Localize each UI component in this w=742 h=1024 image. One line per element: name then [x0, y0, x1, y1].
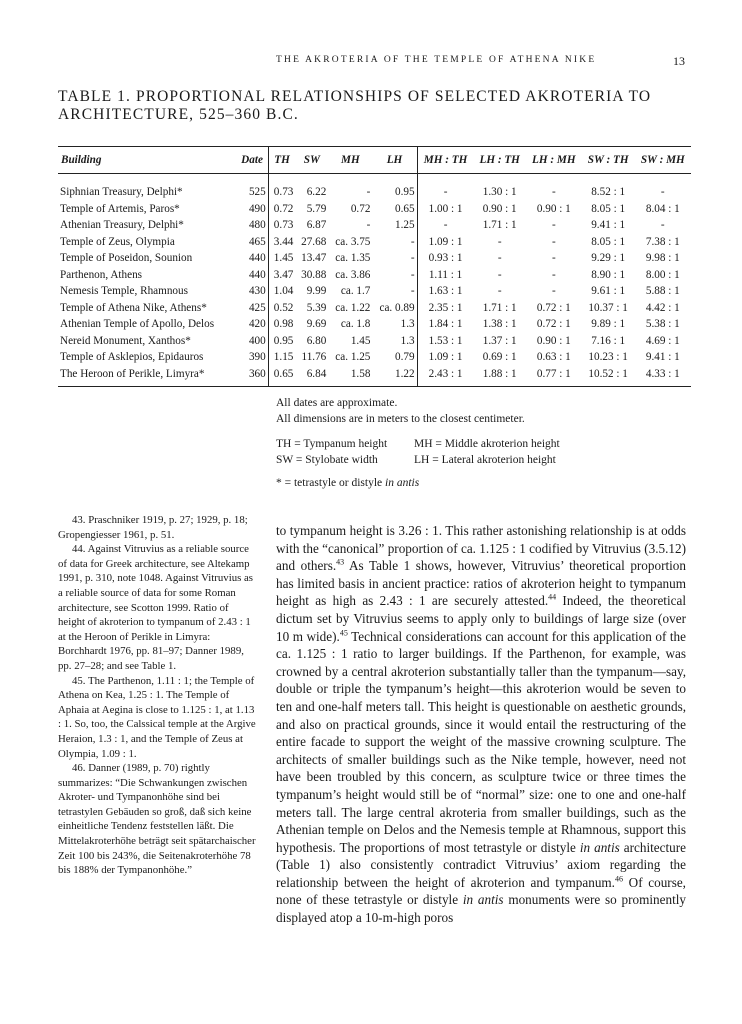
footnote-ref[interactable]: 45	[339, 628, 348, 638]
table-cell: 5.39	[306, 301, 327, 314]
table-cell: 0.79	[395, 351, 415, 364]
table-notes	[276, 396, 525, 427]
table-cell: ca. 1.7	[340, 285, 371, 298]
table-cell: 10.52 : 1	[588, 367, 628, 380]
table-cell: 525	[248, 186, 266, 199]
table-row	[58, 174, 691, 201]
table-cell: Temple of Poseidon, Sounion	[60, 252, 193, 265]
table-cell: -	[551, 219, 556, 232]
table-cell: 1.3	[400, 334, 415, 347]
table-cell: 0.73	[268, 217, 295, 234]
table-cell: 9.41 : 1	[591, 219, 626, 232]
table-cell: 360	[248, 367, 266, 380]
table-cell: -	[660, 219, 665, 232]
table-cell: 6.84	[306, 367, 327, 380]
table-cell: 8.00 : 1	[645, 268, 680, 281]
table-cell: 1.09 : 1	[417, 349, 473, 366]
table-row	[58, 201, 691, 218]
table-cell: 8.90 : 1	[591, 268, 626, 281]
table-cell: 13.47	[301, 252, 327, 265]
asterisk-note	[276, 477, 419, 489]
table-cell: The Heroon of Perikle, Limyra*	[60, 367, 205, 380]
table-cell: 1.45	[350, 334, 371, 347]
table-cell: 0.65	[268, 366, 295, 387]
table-cell: 5.88 : 1	[645, 285, 680, 298]
body-italic: in antis	[462, 892, 504, 908]
table-cell: 1.71 : 1	[482, 219, 517, 232]
table-cell: 0.77 : 1	[536, 367, 571, 380]
col-header-lh-th: LH : TH	[474, 147, 526, 174]
table-cell: Athenian Temple of Apollo, Delos	[60, 318, 215, 331]
footnotes	[58, 513, 258, 878]
col-header-th: TH	[268, 147, 295, 174]
table-cell: -	[497, 285, 502, 298]
table-header-row	[58, 147, 691, 174]
akroteria-table	[58, 146, 691, 387]
table-cell: 9.41 : 1	[645, 351, 680, 364]
col-header-sw-mh: SW : MH	[635, 147, 691, 174]
table-cell: 9.99	[306, 285, 327, 298]
footnote-45: 45. The Parthenon, 1.11 : 1; the Temple of Athena on Kea, 1.25 : 1. The Temple of Aphaia at Aegina is close to 1.125 : 1, at 1.13 : 1. So, too, the Calssical temple at the Argive Heraion, 1.3 : 1, and the Temple of Zeus at Olympia, 1.09 : 1.	[58, 674, 256, 760]
table-cell: -	[497, 235, 502, 248]
page-number: 13	[673, 54, 685, 68]
col-header-mh-th: MH : TH	[417, 147, 473, 174]
table-row	[58, 316, 691, 333]
table-cell: -	[410, 285, 415, 298]
table-row	[58, 300, 691, 317]
table-cell: 30.88	[301, 268, 327, 281]
table-cell: ca. 3.75	[335, 235, 371, 248]
table-cell: 9.69	[306, 318, 327, 331]
note-dimensions: All dimensions are in meters to the closest centimeter.	[276, 412, 525, 425]
col-header-sw: SW	[295, 147, 328, 174]
table-cell: 3.47	[268, 267, 295, 284]
table-cell: 1.63 : 1	[417, 283, 473, 300]
running-title: THE AKROTERIA OF THE TEMPLE OF ATHENA NIKE	[276, 55, 597, 65]
body-italic: in antis	[579, 839, 620, 855]
col-header-lh-mh: LH : MH	[526, 147, 582, 174]
table-cell: 425	[248, 301, 266, 314]
table-cell: 420	[248, 318, 266, 331]
table-cell: -	[410, 268, 415, 281]
table-cell: 1.58	[350, 367, 371, 380]
table-cell: -	[417, 174, 473, 201]
note-dates: All dates are approximate.	[276, 397, 398, 409]
table-row	[58, 333, 691, 350]
table-cell: -	[410, 235, 415, 248]
table-cell: 6.22	[306, 186, 327, 199]
table-cell: 480	[248, 219, 266, 232]
table-cell: 390	[248, 351, 266, 364]
table-cell: 0.63 : 1	[536, 351, 571, 364]
table-cell: 8.05 : 1	[591, 202, 626, 215]
body-sentence: monuments were so prominently displayed atop a 10-m-high poros	[276, 892, 686, 926]
col-header-sw-th: SW : TH	[582, 147, 635, 174]
body-sentence: Of course, none of these tetrastyle or distyle	[276, 874, 686, 908]
table-cell: 430	[248, 285, 266, 298]
table-cell: 440	[248, 252, 266, 265]
table-cell: 7.16 : 1	[591, 334, 626, 347]
footnote-ref[interactable]: 46	[614, 874, 623, 884]
table-cell: 2.43 : 1	[417, 366, 473, 387]
table-cell: 8.04 : 1	[645, 202, 680, 215]
table-cell: 9.29 : 1	[591, 252, 626, 265]
body-sentence: Indeed, the theoretical dictum set by Vitruvius seems to apply only to buildings of large size (over 10 m wide).	[276, 593, 686, 644]
key-lh: LH = Lateral akroterion height	[414, 453, 556, 466]
table-cell: ca. 1.8	[340, 318, 371, 331]
table-cell: 0.65	[395, 202, 415, 215]
table-cell: ca. 1.35	[335, 252, 371, 265]
table-cell: Nereid Monument, Xanthos*	[60, 334, 191, 347]
table-cell: 0.95	[395, 186, 415, 199]
table-cell: -	[366, 186, 371, 199]
table-cell: ca. 3.86	[335, 268, 371, 281]
table-cell: Siphnian Treasury, Delphi*	[60, 186, 183, 199]
table-cell: 0.90 : 1	[536, 334, 571, 347]
table-cell: 6.87	[306, 219, 327, 232]
table-cell: 1.30 : 1	[482, 186, 517, 199]
table-cell: -	[551, 268, 556, 281]
table-cell: -	[551, 252, 556, 265]
table-cell: 1.04	[268, 283, 295, 300]
table-title: TABLE 1. PROPORTIONAL RELATIONSHIPS OF SELECTED AKROTERIA TO ARCHITECTURE, 525–360 B.C.	[58, 88, 652, 123]
table-cell: 0.93 : 1	[417, 250, 473, 267]
col-header-mh: MH	[328, 147, 372, 174]
table-cell: 1.71 : 1	[482, 301, 517, 314]
table-cell: 1.3	[400, 318, 415, 331]
key-sw: SW = Stylobate width	[276, 453, 378, 466]
table-cell: 10.37 : 1	[588, 301, 628, 314]
key-mh: MH = Middle akroterion height	[414, 438, 560, 450]
table-cell: 6.80	[306, 334, 327, 347]
table-cell: ca. 1.25	[335, 351, 371, 364]
footnote-44: 44. Against Vitruvius as a reliable source of data for Greek architecture, see Altekamp 1991, p. 310, note 1048. Against Vitruvius as a reliable source of data for some Roman architecture, see Scotton 1999. Ratio of height of akroterion to tympanum of 2.43 : 1 at the Heroon of Perikle in Limyra: Borchhardt 1976, pp. 81–97; Danner 1989, pp. 27–28; and see Table 1.	[58, 543, 253, 672]
body-sentence: As Table 1 shows, however, Vitruvius’ theoretical proportion has limited basis in ancient practice: ratios of akroterion height to tympanum height as high as 2.43 : 1 are securely attested.	[276, 558, 686, 609]
table-cell: -	[410, 252, 415, 265]
table-row	[58, 267, 691, 284]
table-cell: 1.84 : 1	[417, 316, 473, 333]
key-th: TH = Tympanum height	[276, 438, 388, 450]
table-cell: 2.35 : 1	[417, 300, 473, 317]
table-cell: 0.72	[350, 202, 371, 215]
table-cell: 1.53 : 1	[417, 333, 473, 350]
table-cell: 1.11 : 1	[417, 267, 473, 284]
table-cell: 4.33 : 1	[645, 367, 680, 380]
table-row	[58, 366, 691, 387]
table-cell: -	[497, 268, 502, 281]
table-cell: Temple of Athena Nike, Athens*	[60, 301, 207, 314]
table-cell: 3.44	[268, 234, 295, 251]
table-row	[58, 234, 691, 251]
table-cell: Temple of Zeus, Olympia	[60, 235, 175, 248]
table-cell: 0.90 : 1	[536, 202, 571, 215]
abbreviation-key	[276, 437, 560, 468]
body-sentence: to tympanum height is 3.26 : 1. This rather astonishing relationship is at odds with the “canonical” proportion of ca. 1.125 : 1 codified by Vitruvius (3.5.12) and others.	[276, 523, 686, 574]
table-cell: 400	[248, 334, 266, 347]
table-cell: 4.42 : 1	[645, 301, 680, 314]
table-cell: 0.72 : 1	[536, 301, 571, 314]
table-cell: 1.88 : 1	[482, 367, 517, 380]
table-cell: 0.72	[268, 201, 295, 218]
footnote-ref[interactable]: 43	[336, 557, 345, 567]
table-row	[58, 250, 691, 267]
table-cell: Parthenon, Athens	[60, 268, 143, 281]
table-cell: -	[660, 186, 665, 199]
table-cell: Athenian Treasury, Delphi*	[60, 219, 184, 232]
table-row	[58, 217, 691, 234]
table-cell: Temple of Artemis, Paros*	[60, 202, 180, 215]
table-cell: -	[551, 285, 556, 298]
table-cell: 0.69 : 1	[482, 351, 517, 364]
table-cell: 9.89 : 1	[591, 318, 626, 331]
table-cell: -	[551, 235, 556, 248]
table-cell: 4.69 : 1	[645, 334, 680, 347]
table-cell: 0.98	[268, 316, 295, 333]
table-cell: ca. 1.22	[335, 301, 371, 314]
footnote-46: 46. Danner (1989, p. 70) rightly summarizes: “Die Schwankungen zwischen Akroter- und Tympanonhöhe sind bei tetrastylen Gebäuden so groß, daß sich keine einheitliche Tendenz feststellen läßt. Die Mittelakroterhöhe beträgt seit spätarchaischer Zeit 100 bis 243%, die Seitenakroterhöhe 78 bis 188% der Tympanonhöhe.”	[58, 762, 256, 877]
table-cell: -	[366, 219, 371, 232]
asterisk-note-italic: in antis	[385, 477, 420, 489]
col-header-lh: LH	[372, 147, 417, 174]
footnote-ref[interactable]: 44	[548, 592, 557, 602]
table-row	[58, 349, 691, 366]
table-cell: 8.05 : 1	[591, 235, 626, 248]
table-cell: 0.72 : 1	[536, 318, 571, 331]
body-sentence: Technical considerations can account for this application of the ca. 1.125 : 1 ratio to larger buildings. If the Parthenon, for example, was crowned by a central akroterion substantially taller than the tympanum—say, double or triple the tympanum’s height—this akroterion would be seven to ten and one-half meters tall. This height is questionable on aesthetic grounds, and also on practical grounds, since it would entail the restructuring of the entire facade to support the weight of the massive crowning sculpture. The architects of smaller buildings such as the Nike temple, however, need not have been troubled by this concern, as sculpture twice or three times the tympanum’s height would still be of “normal” size: one to one and one-half meters tall. The large central akroteria from smaller buildings, such as the Athenian temple on Delos and the Nemesis temple at Rhamnous, support this hypothesis. The proportions of most tetrastyle or distyle	[276, 628, 686, 855]
table-cell: 27.68	[301, 235, 327, 248]
table-cell: Nemesis Temple, Rhamnous	[60, 285, 188, 298]
table-cell: 7.38 : 1	[645, 235, 680, 248]
table-cell: 1.09 : 1	[417, 234, 473, 251]
col-header-building: Building	[58, 147, 236, 174]
table-cell: -	[497, 252, 502, 265]
table-cell: 10.23 : 1	[588, 351, 628, 364]
table-cell: 1.37 : 1	[482, 334, 517, 347]
table-cell: 0.73	[268, 174, 295, 201]
table-cell: 440	[248, 268, 266, 281]
table-cell: 490	[248, 202, 266, 215]
table-cell: Temple of Asklepios, Epidauros	[60, 351, 204, 364]
table-cell: 5.38 : 1	[645, 318, 680, 331]
table-cell: 1.25	[395, 219, 415, 232]
table-row	[58, 283, 691, 300]
table-cell: 8.52 : 1	[591, 186, 626, 199]
table-cell: ca. 0.89	[379, 301, 415, 314]
table-cell: 1.22	[395, 367, 415, 380]
table-cell: 9.61 : 1	[591, 285, 626, 298]
footnote-43: 43. Praschniker 1919, p. 27; 1929, p. 18; Gropengiesser 1961, p. 51.	[58, 514, 248, 541]
table-cell: 1.00 : 1	[417, 201, 473, 218]
asterisk-note-text: * = tetrastyle or distyle	[276, 477, 386, 489]
table-cell: -	[551, 186, 556, 199]
table-cell: 1.45	[268, 250, 295, 267]
body-text	[276, 522, 686, 927]
table-cell: 1.38 : 1	[482, 318, 517, 331]
body-sentence: architecture (Table 1) also consistently contradict Vitruvius’ axiom regarding the relationship between the height of akroterion and tympanum.	[276, 839, 686, 890]
table-cell: 5.79	[306, 202, 327, 215]
table-cell: -	[417, 217, 473, 234]
table-cell: 0.95	[268, 333, 295, 350]
col-header-date: Date	[236, 147, 268, 174]
table-cell: 1.15	[268, 349, 295, 366]
table-cell: 0.52	[268, 300, 295, 317]
table-cell: 9.98 : 1	[645, 252, 680, 265]
table-cell: 11.76	[301, 351, 327, 364]
table-cell: 465	[248, 235, 266, 248]
table-cell: 0.90 : 1	[482, 202, 517, 215]
